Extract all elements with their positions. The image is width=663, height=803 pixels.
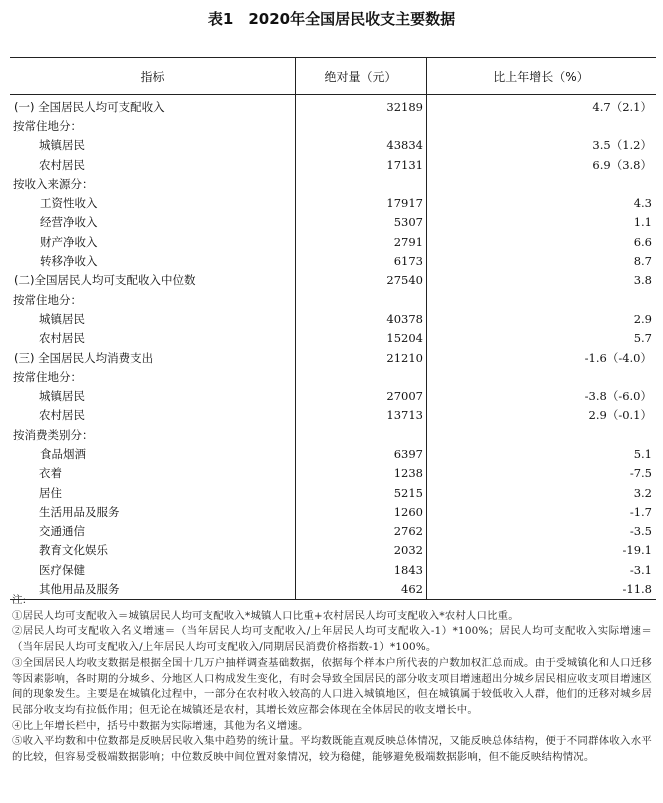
row-growth-value: -1.6（-4.0） (584, 350, 652, 365)
row-absolute-value: 21210 (386, 350, 423, 365)
row-absolute-value: 2791 (393, 234, 423, 249)
row-growth-value: -1.7 (629, 504, 652, 519)
footnotes (12, 593, 652, 766)
row-absolute-value: 2762 (393, 524, 423, 539)
row-label: 按收入来源分： (13, 176, 94, 191)
table-row (10, 522, 656, 541)
table-row (10, 271, 656, 290)
row-label: 其他用品及服务 (39, 582, 120, 597)
table-row (10, 213, 656, 232)
row-absolute-value: 40378 (386, 311, 423, 326)
row-label: 衣着 (39, 466, 62, 481)
table-row (10, 541, 656, 560)
row-label: (一) 全国居民人均可支配收入 (14, 99, 165, 114)
table-row (10, 116, 656, 135)
table-row (10, 251, 656, 270)
table-row (10, 97, 656, 116)
row-label: 按常住地分： (13, 369, 82, 384)
row-absolute-value: 1238 (393, 466, 423, 481)
row-absolute-value: 6397 (393, 446, 423, 461)
row-growth-value: 5.7 (633, 331, 652, 346)
row-absolute-value: 15204 (386, 331, 423, 346)
table-row (10, 425, 656, 444)
footnote: ①居民人均可支配收入＝城镇居民人均可支配收入*城镇人口比重+农村居民人均可支配收入*农村人口比重。 (12, 609, 519, 622)
row-growth-value: 4.3 (633, 196, 652, 211)
table-row (10, 406, 656, 425)
row-growth-value: -11.8 (622, 582, 652, 597)
row-absolute-value: 17917 (386, 196, 423, 211)
row-label: 食品烟酒 (40, 446, 86, 461)
table-row (10, 174, 656, 193)
row-absolute-value: 462 (401, 582, 423, 597)
row-label: 工资性收入 (40, 196, 98, 211)
row-label: 农村居民 (39, 157, 85, 172)
table-row (10, 483, 656, 502)
row-label: 按消费类别分： (13, 427, 94, 442)
header-absolute: 绝对量（元） (324, 69, 397, 84)
row-label: 城镇居民 (39, 389, 85, 404)
row-absolute-value: 5215 (393, 485, 423, 500)
row-growth-value: 3.2 (633, 485, 652, 500)
table-row (10, 464, 656, 483)
row-absolute-value: 27007 (386, 389, 423, 404)
row-growth-value: 4.7（2.1） (592, 99, 652, 114)
table-header (10, 58, 656, 95)
row-label: 居住 (39, 485, 62, 500)
row-growth-value: 6.9（3.8） (592, 157, 652, 172)
row-absolute-value: 17131 (386, 157, 423, 172)
table-row (10, 386, 656, 405)
header-growth: 比上年增长（%） (493, 69, 589, 84)
table-row (10, 329, 656, 348)
row-label: 生活用品及服务 (39, 504, 120, 519)
footnote: ⑤收入平均数和中位数都是反映居民收入集中趋势的统计量。平均数既能直观反映总体情况，又能反映总体结构，便于不同群体收入水平的比较，但容易受极端数据影响；中位数反映中间位置对象情况，较为稳健，能够避免极端数据影响，但不能反映结构情况。 (12, 735, 652, 764)
row-label: (二)全国居民人均可支配收入中位数 (14, 273, 196, 288)
notes-header: 注: (12, 594, 27, 606)
table-body (10, 95, 656, 599)
row-absolute-value: 27540 (386, 273, 423, 288)
row-growth-value: -3.8（-6.0） (584, 389, 652, 404)
table-row (10, 560, 656, 579)
row-absolute-value: 1843 (393, 562, 423, 577)
row-absolute-value: 1260 (393, 504, 423, 519)
row-label: 财产净收入 (40, 234, 98, 249)
row-label: 城镇居民 (39, 311, 85, 326)
table-row (10, 136, 656, 155)
row-growth-value: -3.1 (629, 562, 652, 577)
row-absolute-value: 43834 (386, 138, 423, 153)
footnote: ②居民人均可支配收入名义增速＝（当年居民人均可支配收入/上年居民人均可支配收入-1）*100%；居民人均可支配收入实际增速＝（当年居民人均可支配收入/上年居民人均可支配收入/同期居民消费价格指数-1）*100%。 (12, 625, 652, 654)
row-label: 城镇居民 (39, 138, 85, 153)
table-row (10, 232, 656, 251)
table-row (10, 348, 656, 367)
row-growth-value: 3.8 (633, 273, 652, 288)
row-growth-value: -7.5 (629, 466, 652, 481)
table-row (10, 290, 656, 309)
row-absolute-value: 13713 (386, 408, 423, 423)
row-label: 医疗保健 (39, 562, 85, 577)
table-row (10, 367, 656, 386)
row-label: 交通通信 (39, 524, 85, 539)
row-growth-value: 6.6 (633, 234, 652, 249)
table-title: 表1 2020年全国居民收支主要数据 (207, 10, 456, 28)
data-table (10, 57, 656, 600)
row-growth-value: 2.9 (633, 311, 652, 326)
row-label: (三) 全国居民人均消费支出 (14, 350, 154, 365)
row-label: 农村居民 (39, 408, 85, 423)
row-absolute-value: 32189 (386, 99, 423, 114)
column-divider (295, 58, 296, 599)
row-absolute-value: 2032 (393, 543, 423, 558)
row-growth-value: 8.7 (633, 254, 652, 269)
table-row (10, 444, 656, 463)
table-row (10, 193, 656, 212)
footnote: ③全国居民人均收支数据是根据全国十几万户抽样调查基础数据，依据每个样本户所代表的户数加权汇总而成。由于受城镇化和人口迁移等因素影响，各时期的分城乡、分地区人口构成发生变化，有时会导致全国居民的部分收支项目增速超出分城乡居民相应收支项目增速区间的现象发生。主要是在城镇化过程中，一部分在农村收入较高的人口进入城镇地区，但在城镇属于较低收入人群，他们的迁移对城乡居民部分收支均有拉低作用；但无论在城镇还是农村，其增长效应都会体现在全体居民的收支增长中。 (12, 656, 652, 716)
row-growth-value: -19.1 (622, 543, 652, 558)
row-absolute-value: 5307 (393, 215, 423, 230)
row-label: 农村居民 (39, 331, 85, 346)
row-growth-value: 3.5（1.2） (592, 138, 652, 153)
header-indicator: 指标 (140, 69, 165, 84)
footnote: ④比上年增长栏中，括号中数据为实际增速，其他为名义增速。 (12, 719, 309, 732)
row-label: 按常住地分： (13, 292, 82, 307)
row-growth-value: -3.5 (629, 524, 652, 539)
row-growth-value: 2.9（-0.1） (588, 408, 652, 423)
table-row (10, 502, 656, 521)
column-divider (426, 58, 427, 599)
row-label: 按常住地分： (13, 118, 82, 133)
row-growth-value: 5.1 (633, 446, 652, 461)
row-label: 教育文化娱乐 (39, 543, 108, 558)
row-label: 转移净收入 (40, 254, 98, 269)
row-growth-value: 1.1 (633, 215, 652, 230)
table-row (10, 155, 656, 174)
row-label: 经营净收入 (40, 215, 98, 230)
table-row (10, 309, 656, 328)
row-absolute-value: 6173 (393, 254, 423, 269)
